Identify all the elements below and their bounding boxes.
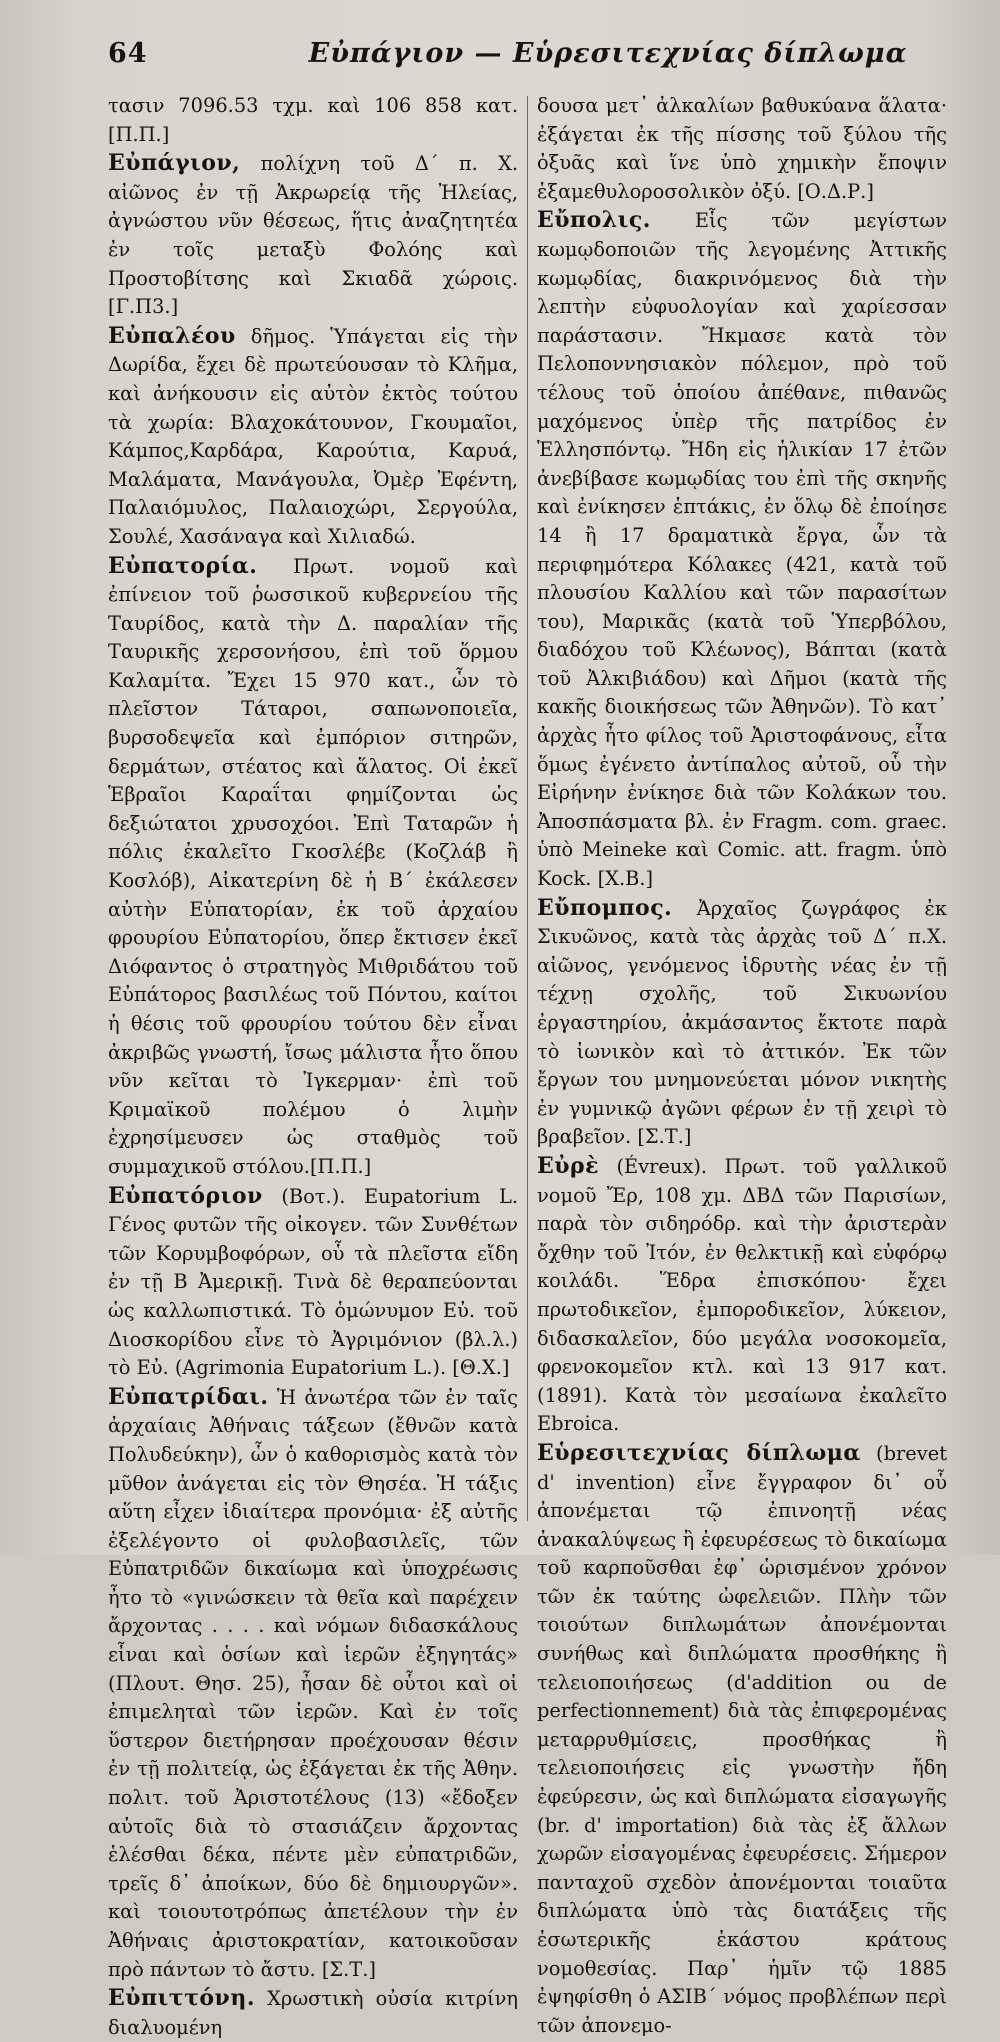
running-title: Εὐπάγιον — Εὑρεσιτεχνίας δίπλωμα	[308, 38, 908, 69]
entry-text: Πρωτ. νομοῦ καὶ ἐπίνειον τοῦ ῥωσσικοῦ κυβερνείου τῆς Ταυρίδος, κατὰ τὴν Δ. παραλίαν τῆς Ταυρικῆς χερσονήσου, ἐπὶ τοῦ ὅρμου Καλαμίτα. Ἔχει 15 970 κατ., ὧν τὸ πλεῖστον Τάταροι, σαπωνοποιεῖα, βυρσοδεψεῖα καὶ ἐμπόριον σιτηρῶν, δερμάτων, στέατος καὶ ἅλατος. Οἱ ἐκεῖ Ἑβραῖοι Καραΐται φημίζονται ὡς δεξιώτατοι χρυσοχόοι. Ἐπὶ Ταταρῶν ἡ πόλις ἐκαλεῖτο Γκοσλέβε (Κοζλάβ ἢ Κοσλόβ), Αἰκατερίνη δὲ ἡ Β΄ ἐκάλεσεν αὐτὴν Εὐπατορίαν, ἐκ τοῦ ἀρχαίου φρουρίου Εὐπατορίου, ὅπερ ἔκτισεν ἐκεῖ Διόφαντος ὁ στρατηγὸς Μιθριδάτου τοῦ Εὐπάτορος βασιλέως τοῦ Πόντου, καίτοι ἡ θέσις τοῦ φρουρίου τούτου δὲν εἶναι ἀκριβῶς γνωστή, ἴσως μάλιστα ἦτο ὅπου νῦν κεῖται τὸ Ἰγκερμαν· ἐπὶ τοῦ Κριμαϊκοῦ πολέμου ὁ λιμὴν ἐχρησίμευσεν ὡς σταθμὸς τοῦ συμμαχικοῦ στόλου.[Π.Π.]	[108, 554, 518, 1178]
entry-headword: Εὐπατρίδαι.	[108, 1383, 269, 1410]
entry-text: Ἀρχαῖος ζωγράφος ἐκ Σικυῶνος, κατὰ τὰς ἀρχὰς τοῦ Δ΄ π.Χ. αἰῶνος, γενόμενος ἱδρυτὴς νέας ἐν τῇ τέχνῃ σχολῆς, τοῦ Σικυωνίου ἐργαστηρίου, ἀκμάσαντος ἔκτοτε παρὰ τὸ ἰωνικὸν καὶ τὸ ἀττικόν. Ἐκ τῶν ἔργων του μνημονεύεται μόνον νικητὴς ἐν γυμνικῷ ἀγῶνι φέρων ἐν τῇ χειρὶ τὸ βραβεῖον. [Σ.Τ.]	[537, 896, 947, 1149]
entry-text: πολίχνη τοῦ Δ΄ π. Χ. αἰῶνος ἐν τῇ Ἀκρωρείᾳ τῆς Ἠλείας, ἀγνώστου νῦν θέσεως, ἥτις ἀναζητητέα ἐν τοῖς μεταξὺ Φολόης καὶ Προστοβίτσης καὶ Σκιαδᾶ χώροις. [Γ.Π3.]	[108, 152, 518, 319]
entry-text: Χρωστικὴ οὐσία κιτρίνη διαλυομένη	[108, 1987, 518, 2039]
entry-text: Ἡ ἀνωτέρα τῶν ἐν ταῖς ἀρχαίαις Ἀθήναις τάξεων (ἔθνῶν κατὰ Πολυδεύκην), ὧν ὁ καθορισμὸς κατὰ τὸν μῦθον ἀνάγεται εἰς τὸν Θησέα. Ἡ τάξις αὕτη εἶχεν ἰδιαίτερα προνόμια· ἐξ αὐτῆς ἐξελέγοντο οἱ φυλοβασιλεῖς, τῶν Εὐπατριδῶν δικαίωμα καὶ ὑποχρέωσις ἦτο τὸ «γινώσκειν τὰ θεῖα καὶ παρέχειν ἄρχοντας . . . . καὶ νόμων διδασκάλους εἶναι καὶ ὁσίων καὶ ἱερῶν ἐξηγητάς» (Πλουτ. Θησ. 25), ἦσαν δὲ οὗτοι καὶ οἱ ἐπιμεληταὶ τῶν ἱερῶν. Καὶ ἐν τοῖς ὕστερον διετήρησαν προέχουσαν θέσιν ἐν τῇ πολιτείᾳ, ὡς ἐξάγεται ἐκ τῆς Ἀθην. πολιτ. τοῦ Ἀριστοτέλους (13) «ἔδοξεν αὐτοῖς διὰ τὸ στασιάζειν ἄρχοντας ἑλέσθαι δέκα, πέντε μὲν εὐπατριδῶν, τρεῖς δ᾽ ἀποίκων, δύο δὲ δημιουργῶν». καὶ τοιουτοτρόπως ἀπετέλουν τὴν ἐν Ἀθήναις ἀριστοκρατίαν, κατοικοῦσαν πρὸ πάντων τὸ ἄστυ. [Σ.Τ.]	[108, 1385, 518, 1981]
page-number: 64	[108, 38, 148, 69]
entry-eupolis	[537, 206, 947, 893]
right-column	[537, 92, 947, 2040]
column-divider	[527, 96, 528, 1521]
entry-headword: Εὐπατόριον	[108, 1182, 263, 1209]
entry-eupittone	[108, 1984, 518, 2042]
entry-headword: Εὐρὲ	[537, 1152, 600, 1179]
entry-text: (Évreux). Πρωτ. τοῦ γαλλικοῦ νομοῦ Ἔρ, 108 χμ. ΔΒΔ τῶν Παρισίων, παρὰ τὸν σιδηρόδρ. καὶ τὴν ἀριστερὰν ὄχθην τοῦ Ἰτόν, ἐν θελκτικῇ καὶ εὐφόρῳ κοιλάδι. Ἕδρα ἐπισκόπου· ἔχει πρωτοδικεῖον, ἐμποροδικεῖον, λύκειον, διδασκαλεῖον, δύο μεγάλα νοσοκομεῖα, φρενοκομεῖον κτλ. καὶ 13 917 κατ. (1891). Κατὰ τὸν μεσαίωνα ἐκαλεῖτο Ebroica.	[537, 1154, 947, 1436]
entry-eupatridai	[108, 1383, 518, 1984]
entry-text: (Βοτ.). Eupatorium L. Γένος φυτῶν τῆς οἰκογεν. τῶν Συνθέτων τῶν Κορυμβοφόρων, οὗ τὰ πλεῖστα εἴδη ἐν τῇ Β Ἀμερικῇ. Τινὰ δὲ θεραπεύονται ὡς καλλωπιστικά. Τὸ ὁμώνυμον Εὐ. τοῦ Διοσκορίδου εἶνε τὸ Ἀγριμόνιον (βλ.λ.) τὸ Εὐ. (Agrimonia Eupatorium L.). [Θ.Χ.]	[108, 1184, 518, 1380]
entry-eupatorion	[108, 1182, 518, 1383]
entry-text: δῆμος. Ὑπάγεται εἰς τὴν Δωρίδα, ἔχει δὲ πρωτεύουσαν τὸ Κλῆμα, καὶ ἀνήκουσιν εἰς αὐτὸν ἐκτὸς τούτου τὰ χωρία: Βλαχοκάτουνον, Γκουμαῖοι, Κάμπος,Καρδάρα, Καρούτια, Καρυά, Μαλάματα, Μανάγουλα, Ὀμὲρ Ἐφέντη, Παλαιόμυλος, Παλαιοχώρι, Σεργούλα, Σουλέ, Χασάναγα καὶ Χιλιαδώ.	[108, 324, 518, 548]
entry-eupompos	[537, 894, 947, 1152]
entry-headword: Εὐπατορία.	[108, 552, 258, 579]
entry-eupatoria	[108, 552, 518, 1182]
entry-continuation-right	[537, 92, 947, 206]
entry-headword: Εὔπολις.	[537, 207, 651, 234]
entry-headword: Εὐπαλέου	[108, 322, 236, 349]
entry-headword: Εὔπομπος.	[537, 894, 673, 921]
entry-patent	[537, 1439, 947, 2040]
entry-eupaleou	[108, 322, 518, 552]
entry-text: (brevet d' invention) εἶνε ἔγγραφον δι᾽ οὗ ἀπονέμεται τῷ ἐπινοητῇ νέας ἀνακαλύψεως ἢ ἐφευρέσεως τὸ δικαίωμα τοῦ καρποῦσθαι ἐφ᾽ ὡρισμένον χρόνον τῶν ἐκ ταύτης ὠφελειῶν. Πλὴν τῶν τοιούτων διπλωμάτων ἀπονέμονται συνήθως καὶ διπλώματα προσθήκης ἢ τελειοποιήσεως (d'addition ou de perfectionnement) διὰ τὰς ἐπιφερομένας μεταρρυθμίσεις, προσθήκας ἢ τελειοποιήσεις εἰς γνωστὴν ἤδη ἐφεύρεσιν, ὡς καὶ διπλώματα εἰσαγωγῆς (br. d' importation) διὰ τὰς ἐξ ἄλλων χωρῶν εἰσαγομένας ἐφευρέσεις. Σήμερον πανταχοῦ σχεδὸν ἀπονέμονται τοιαῦτα διπλώματα ὑπὸ τὰς διατάξεις τῆς ἐσωτερικῆς ἑκάστου κράτους νομοθεσίας. Παρ᾽ ἡμῖν τῷ 1885 ἐψηφίσθη ὁ ΑΣΙΒ΄ νόμος προβλέπων περὶ τῶν ἀπονεμο-	[537, 1441, 947, 2037]
entry-eupagion	[108, 149, 518, 322]
page-header	[108, 38, 908, 78]
entry-evreux	[537, 1152, 947, 1439]
entry-text: τασιν 7096.53 τχμ. καὶ 106 858 κατ. [Π.Π.]	[108, 94, 518, 146]
entry-headword: Εὑρεσιτεχνίας δίπλωμα	[537, 1439, 861, 1466]
entry-text: δουσα μετ᾽ ἀλκαλίων βαθυκύανα ἅλατα· ἐξάγεται ἐκ τῆς πίσσης τοῦ ξύλου τῆς ὀξυᾶς καὶ ἵνε ὑπὸ χημικὴν ἔποψιν ἑξαμεθυλοροσολικὸν ὀξύ. [Ο.Δ.Ρ.]	[537, 94, 947, 203]
left-column	[108, 92, 518, 2042]
entry-headword: Εὐπιττόνη.	[108, 1985, 255, 2012]
entry-text: Εἷς τῶν μεγίστων κωμῳδοποιῶν τῆς λεγομένης Ἀττικῆς κωμῳδίας, διακρινόμενος διὰ τὴν λεπτὴν εὐφυολογίαν καὶ χαρίεσσαν παράστασιν. Ἤκμασε κατὰ τὸν Πελοποννησιακὸν πόλεμον, πρὸ τοῦ τέλους τοῦ ὁποίου ἀπέθανε, πιθανῶς μαχόμενος ὑπὲρ τῆς πατρίδος ἐν Ἑλλησπόντῳ. Ἤδη εἰς ἡλικίαν 17 ἐτῶν ἀνεβίβασε κωμῳδίας του ἐπὶ τῆς σκηνῆς καὶ ἐνίκησεν ἑπτάκις, ἐν ὅλῳ δὲ ἐποίησε 14 ἢ 17 δραματικὰ ἔργα, ὧν τὰ περιφημότερα Κόλακες (421, κατὰ τοῦ πλουσίου Καλλίου καὶ τῶν παρασίτων του), Μαρικᾶς (κατὰ τοῦ Ὑπερβόλου, διαδόχου τοῦ Κλέωνος), Βάπται (κατὰ τοῦ Ἀλκιβιάδου) καὶ Δῆμοι (κατὰ τῆς κακῆς διοικήσεως τῶν Ἀθηνῶν). Τὸ κατ᾽ ἀρχὰς ἦτο φίλος τοῦ Ἀριστοφάνους, εἶτα ὅμως ἐγένετο ἀντίπαλος αὐτοῦ, οὗ τὴν Εἰρήνην ἐνίκησε διὰ τῶν Κολάκων του. Ἀποσπάσματα βλ. ἐν Fragm. com. graec. ὑπὸ Meineke καὶ Comic. att. fragm. ὑπὸ Kock. [Χ.Β.]	[537, 209, 947, 891]
entry-continuation	[108, 92, 518, 149]
entry-headword: Εὐπάγιον,	[108, 150, 241, 177]
